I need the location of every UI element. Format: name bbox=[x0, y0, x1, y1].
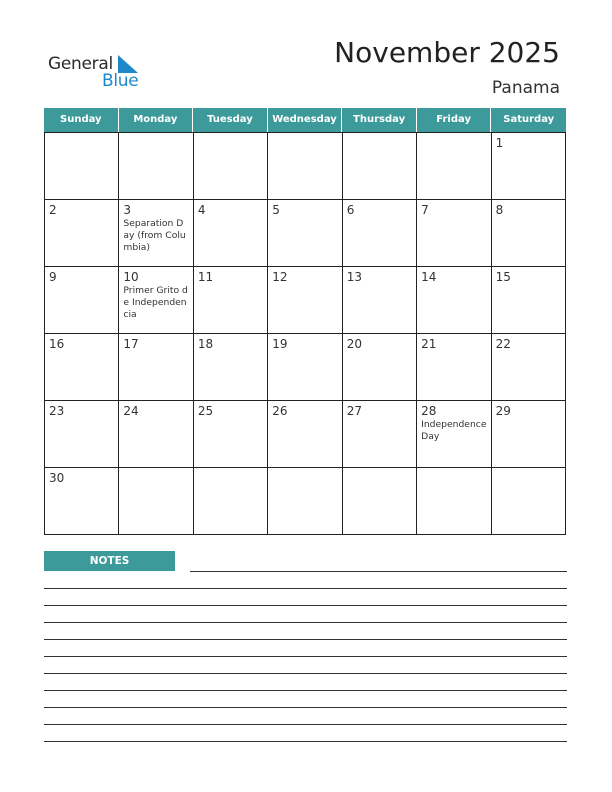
day-cell bbox=[194, 200, 268, 266]
day-cell bbox=[492, 133, 566, 199]
note-line bbox=[44, 741, 567, 742]
day-number: 6 bbox=[346, 203, 355, 217]
holiday-label: Primer Grito de Independencia bbox=[123, 285, 188, 320]
day-cell bbox=[417, 200, 491, 266]
day-cell bbox=[343, 267, 417, 333]
day-cell bbox=[119, 200, 193, 266]
week-row bbox=[45, 334, 566, 401]
weekday-monday: Monday bbox=[119, 108, 194, 132]
logo-general-text: General bbox=[48, 54, 113, 74]
day-number: 26 bbox=[272, 404, 288, 418]
weekday-saturday: Saturday bbox=[503, 114, 555, 125]
day-number: 17 bbox=[123, 337, 139, 351]
note-line bbox=[44, 690, 567, 691]
day-number: 19 bbox=[272, 337, 288, 351]
note-line bbox=[44, 673, 567, 674]
day-cell bbox=[343, 334, 417, 400]
day-number: 23 bbox=[49, 404, 65, 418]
holiday-label: Independence Day bbox=[421, 419, 487, 442]
day-cell bbox=[45, 133, 119, 199]
week-row bbox=[45, 132, 566, 200]
day-cell bbox=[492, 401, 566, 467]
weekday-header bbox=[44, 108, 566, 132]
day-cell bbox=[343, 401, 417, 467]
note-line bbox=[190, 571, 567, 572]
day-cell bbox=[268, 334, 342, 400]
day-number: 16 bbox=[49, 337, 65, 351]
day-cell bbox=[492, 334, 566, 400]
day-cell bbox=[45, 468, 119, 534]
day-cell bbox=[119, 334, 193, 400]
day-cell bbox=[417, 133, 491, 199]
day-number: 20 bbox=[346, 337, 362, 351]
day-number: 29 bbox=[495, 404, 511, 418]
day-cell bbox=[119, 133, 193, 199]
day-cell bbox=[417, 401, 491, 467]
weekday-tuesday: Tuesday bbox=[193, 108, 268, 132]
day-cell bbox=[119, 401, 193, 467]
holiday-label: Separation Day (from Columbia) bbox=[123, 218, 186, 253]
day-cell bbox=[492, 468, 566, 534]
day-number: 9 bbox=[49, 270, 57, 284]
weekday-friday: Friday bbox=[417, 108, 492, 132]
day-number: 28 bbox=[421, 404, 437, 418]
day-number: 10 bbox=[123, 270, 139, 284]
day-cell bbox=[268, 401, 342, 467]
day-cell bbox=[194, 334, 268, 400]
country-name: Panama bbox=[491, 78, 560, 98]
day-cell bbox=[492, 267, 566, 333]
day-cell bbox=[268, 133, 342, 199]
day-cell bbox=[45, 334, 119, 400]
day-cell bbox=[194, 468, 268, 534]
day-cell bbox=[119, 267, 193, 333]
day-number: 27 bbox=[346, 404, 362, 418]
day-number: 18 bbox=[197, 337, 214, 351]
calendar-grid bbox=[44, 108, 566, 535]
day-number: 3 bbox=[123, 203, 132, 217]
day-number: 14 bbox=[421, 270, 437, 284]
day-number: 1 bbox=[495, 136, 504, 150]
day-cell bbox=[119, 468, 193, 534]
logo bbox=[48, 52, 148, 92]
weekday-wednesday: Wednesday bbox=[268, 108, 343, 132]
day-cell bbox=[417, 334, 491, 400]
calendar-title: November 2025 bbox=[334, 36, 560, 69]
day-number: 25 bbox=[197, 404, 214, 418]
day-cell bbox=[417, 468, 491, 534]
day-number: 13 bbox=[346, 270, 362, 284]
day-cell bbox=[45, 401, 119, 467]
day-cell bbox=[45, 267, 119, 333]
week-row bbox=[45, 200, 566, 267]
day-number: 15 bbox=[495, 270, 511, 284]
day-cell bbox=[194, 267, 268, 333]
day-number: 4 bbox=[197, 203, 206, 217]
week-row bbox=[45, 267, 566, 334]
calendar-weeks bbox=[44, 132, 566, 535]
day-number: 8 bbox=[495, 203, 504, 217]
day-number: 12 bbox=[272, 270, 288, 284]
day-cell bbox=[268, 267, 342, 333]
week-row bbox=[45, 468, 566, 535]
day-number: 5 bbox=[272, 203, 280, 217]
note-line bbox=[44, 622, 567, 623]
day-cell bbox=[343, 200, 417, 266]
day-cell bbox=[268, 468, 342, 534]
week-row bbox=[45, 401, 566, 468]
day-number: 22 bbox=[495, 337, 511, 351]
note-line bbox=[44, 707, 567, 708]
day-number: 7 bbox=[421, 203, 429, 217]
day-cell bbox=[417, 267, 491, 333]
day-cell bbox=[492, 200, 566, 266]
day-cell bbox=[268, 200, 342, 266]
weekday-thursday: Thursday bbox=[342, 108, 417, 132]
note-line bbox=[44, 724, 567, 725]
weekday-sunday: Sunday bbox=[44, 108, 119, 132]
note-line bbox=[44, 639, 567, 640]
day-number: 11 bbox=[197, 270, 214, 284]
note-line bbox=[44, 588, 567, 589]
logo-blue-text: Blue bbox=[102, 71, 139, 91]
day-number: 21 bbox=[421, 337, 437, 351]
day-cell bbox=[194, 133, 268, 199]
note-line bbox=[44, 605, 567, 606]
day-number: 24 bbox=[123, 404, 139, 418]
day-number: 2 bbox=[49, 203, 57, 217]
day-cell bbox=[45, 200, 119, 266]
day-number: 30 bbox=[49, 471, 65, 485]
note-line bbox=[44, 656, 567, 657]
day-cell bbox=[343, 468, 417, 534]
day-cell bbox=[343, 133, 417, 199]
notes-label: NOTES bbox=[44, 551, 175, 571]
day-cell bbox=[194, 401, 268, 467]
